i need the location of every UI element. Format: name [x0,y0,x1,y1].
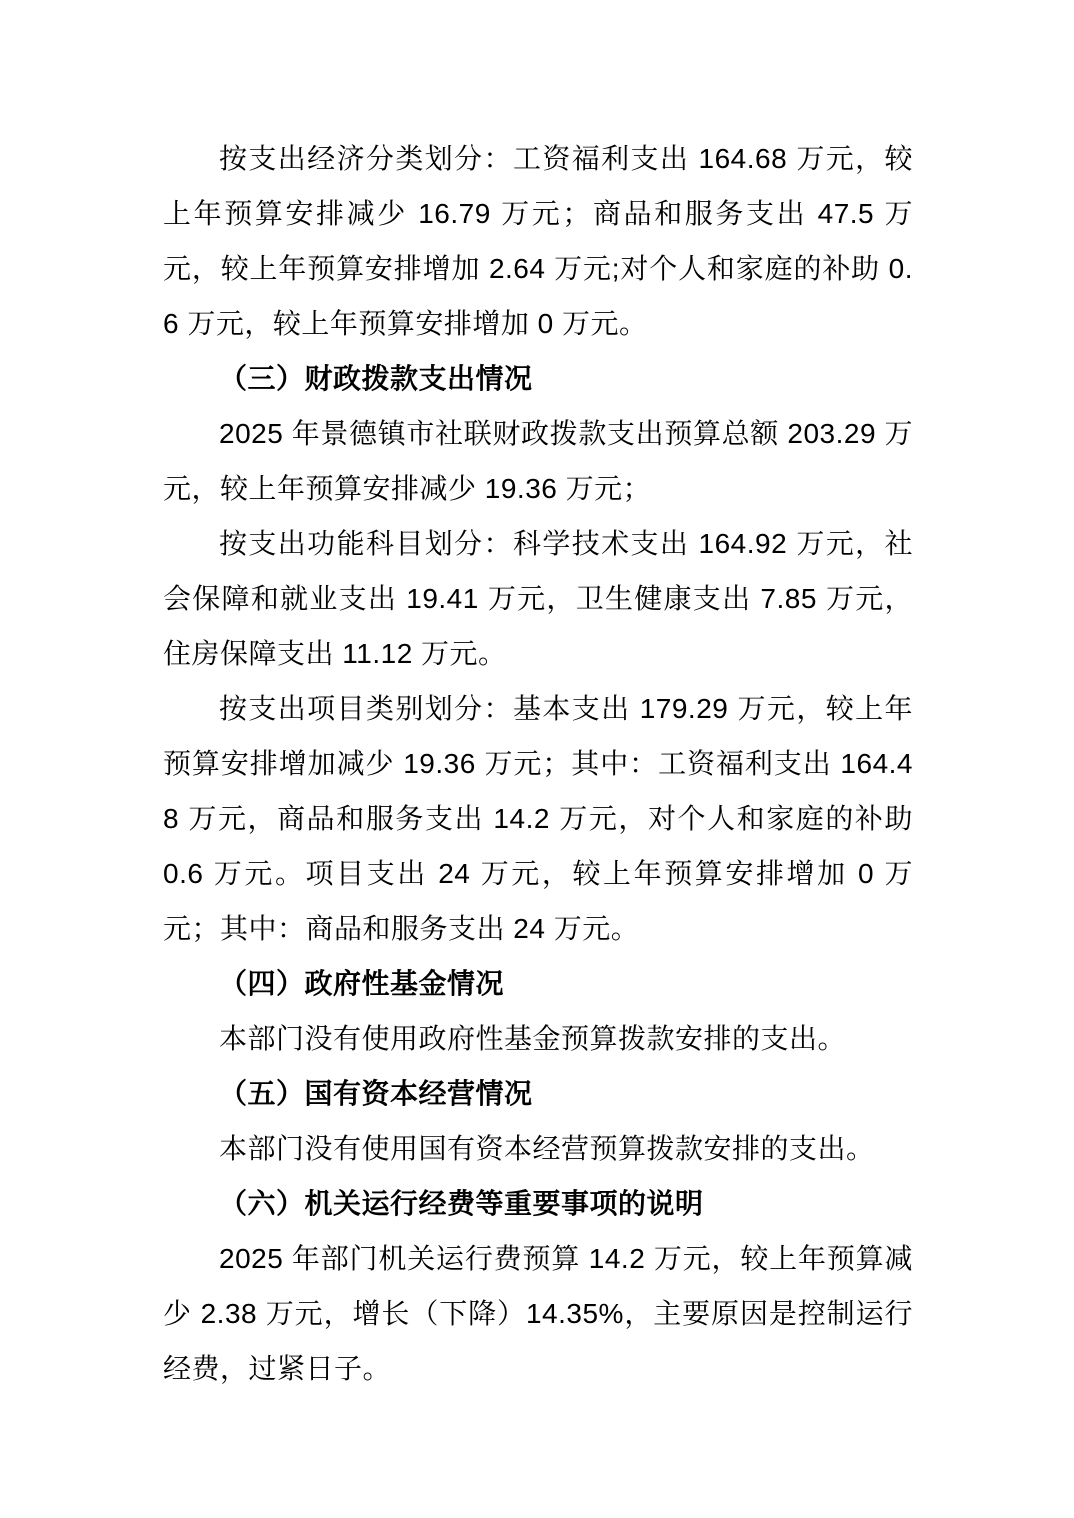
paragraph-expenditure-by-function: 按支出功能科目划分：科学技术支出 164.92 万元，社会保障和就业支出 19.41 万元，卫生健康支出 7.85 万元，住房保障支出 11.12 万元。 [163,528,913,669]
paragraph-operating-expense-budget: 2025 年部门机关运行费预算 14.2 万元，较上年预算减少 2.38 万元，增长（下降）14.35%，主要原因是控制运行经费，过紧日子。 [163,1243,913,1384]
section-heading-6-operating-expenses-notes: （六）机关运行经费等重要事项的说明 [219,1188,704,1219]
section-heading-5-state-capital-operation: （五）国有资本经营情况 [219,1078,533,1109]
section-heading-3-fiscal-appropriation-expenditure: （三）财政拨款支出情况 [219,363,533,394]
paragraph-expenditure-by-project-type: 按支出项目类别划分：基本支出 179.29 万元，较上年预算安排增加减少 19.36 万元；其中：工资福利支出 164.48 万元，商品和服务支出 14.2 万元，对个人和家庭的补助 0.6 万元。项目支出 24 万元，较上年预算安排增加 0 万元；其中：商品和服务支出 24 万元。 [163,693,913,944]
section-heading-4-government-funds: （四）政府性基金情况 [219,968,505,999]
paragraph-no-state-capital-expenditure: 本部门没有使用国有资本经营预算拨款安排的支出。 [219,1133,875,1164]
paragraph-no-government-funds-expenditure: 本部门没有使用政府性基金预算拨款安排的支出。 [219,1023,847,1054]
paragraph-expenditure-by-economic-class: 按支出经济分类划分：工资福利支出 164.68 万元，较上年预算安排减少 16.79 万元；商品和服务支出 47.5 万元，较上年预算安排增加 2.64 万元;对个人和家庭的补助 0.6 万元，较上年预算安排增加 0 万元。 [163,143,913,339]
paragraph-2025-fiscal-appropriation-total: 2025 年景德镇市社联财政拨款支出预算总额 203.29 万元，较上年预算安排减少 19.36 万元； [163,418,913,504]
